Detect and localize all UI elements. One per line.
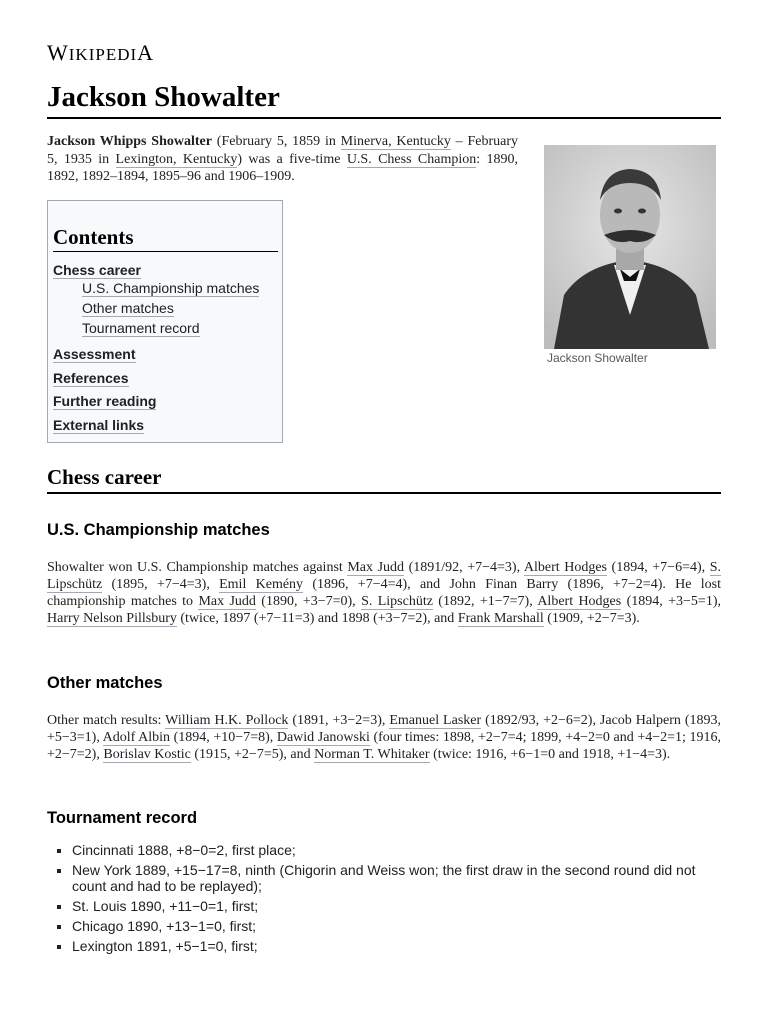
portrait-image[interactable]: [544, 145, 716, 349]
link-emanuel-lasker[interactable]: Emanuel Lasker: [389, 713, 482, 728]
link-albert-hodges-2[interactable]: Albert Hodges: [537, 594, 622, 609]
subsection-heading-tournament-record: Tournament record: [47, 809, 198, 827]
link-borislav-kostic[interactable]: Borislav Kostic: [103, 747, 191, 762]
toc-link-assessment[interactable]: Assessment: [53, 346, 136, 362]
link-william-pollock[interactable]: William H.K. Pollock: [165, 713, 289, 728]
wikipedia-logo[interactable]: WIKIPEDIA: [47, 40, 155, 65]
toc-link-chess-career[interactable]: Chess career: [53, 262, 141, 278]
section-heading-chess-career: Chess career: [47, 464, 721, 494]
link-dawid-janowski[interactable]: Dawid Janowski: [276, 730, 370, 745]
table-of-contents: [47, 200, 283, 443]
link-frank-marshall[interactable]: Frank Marshall: [457, 611, 544, 626]
list-item: ▪ Cincinnati 1888, +8−0=2, first place;: [72, 842, 721, 858]
link-norman-whitaker[interactable]: Norman T. Whitaker: [314, 747, 430, 762]
page-title: Jackson Showalter: [47, 80, 721, 119]
paragraph-us-championship: Showalter won U.S. Championship matches against Max Judd (1891/92, +7−4=3), Albert Hodges (1894, +7−6=4), S. Lipschütz (1895, +7−4=3), Emil Kemény (1896, +7−4=4), and John Finan Barry (1896, +7−2=4). He lost championship matches to Max Judd (1890, +3−7=0), S. Lipschütz (1892, +1−7=7), Albert Hodges (1894, +3−5=1), Harry Nelson Pillsbury (twice, 1897 (+7−11=3) and 1898 (+3−7=2), and Frank Marshall (1909, +2−7=3).: [47, 560, 721, 626]
link-us-chess-champion[interactable]: U.S. Chess Champion: [346, 151, 477, 167]
toc-link-tournament-record[interactable]: Tournament record: [82, 320, 200, 336]
toc-link-references[interactable]: References: [53, 370, 129, 386]
list-item: ▪ New York 1889, +15−17=8, ninth (Chigorin and Weiss won; the first draw in the second round did not count and had to be replayed);: [72, 862, 721, 894]
toc-link-external-links[interactable]: External links: [53, 417, 145, 433]
toc-link-further-reading[interactable]: Further reading: [53, 393, 157, 409]
list-item: ▪ St. Louis 1890, +11−0=1, first;: [72, 898, 721, 914]
tournament-list: [47, 842, 721, 958]
list-item: ▪ Lexington 1891, +5−1=0, first;: [72, 938, 721, 954]
intro-paragraph: Jackson Whipps Showalter (February 5, 1859 in Minerva, Kentucky – February 5, 1935 in Lexington, Kentucky) was a five-time U.S. Chess Champion: 1890, 1892, 1892–1894, 1895–96 and 1906–1909.: [47, 134, 518, 184]
subsection-heading-us-championship: U.S. Championship matches: [47, 521, 270, 539]
paragraph-other-matches: Other match results: William H.K. Pollock (1891, +3−2=3), Emanuel Lasker (1892/93, +2−6=2), Jacob Halpern (1893, +5−3=1), Adolf Albin (1894, +10−7=8), Dawid Janowski (four times: 1898, +2−7=4; 1899, +4−2=0 and +4−2=1; 1916, +2−7=2), Borislav Kostic (1915, +2−7=5), and Norman T. Whitaker (twice: 1916, +6−1=0 and 1918, +1−4=3).: [47, 713, 721, 762]
subsection-heading-other-matches: Other matches: [47, 674, 163, 692]
link-max-judd-2[interactable]: Max Judd: [198, 594, 256, 609]
list-item: ▪ Chicago 1890, +13−1=0, first;: [72, 918, 721, 934]
link-s-lipschutz[interactable]: S. Lipschütz: [47, 560, 721, 592]
link-max-judd[interactable]: Max Judd: [347, 560, 405, 575]
toc-link-us-championship-matches[interactable]: U.S. Championship matches: [82, 280, 260, 296]
toc-title: Contents: [53, 224, 278, 252]
link-harry-nelson-pillsbury[interactable]: Harry Nelson Pillsbury: [47, 611, 177, 626]
image-caption: Jackson Showalter: [547, 351, 648, 365]
link-albert-hodges[interactable]: Albert Hodges: [523, 560, 607, 575]
link-adolf-albin[interactable]: Adolf Albin: [102, 730, 171, 745]
link-s-lipschutz-2[interactable]: S. Lipschütz: [361, 594, 433, 609]
link-lexington-kentucky[interactable]: Lexington, Kentucky: [115, 151, 238, 167]
link-emil-kemeny[interactable]: Emil Kemény: [219, 577, 304, 592]
link-minerva-kentucky[interactable]: Minerva, Kentucky: [340, 134, 451, 149]
subject-name: Jackson Whipps Showalter: [47, 134, 212, 149]
toc-link-other-matches[interactable]: Other matches: [82, 300, 174, 316]
